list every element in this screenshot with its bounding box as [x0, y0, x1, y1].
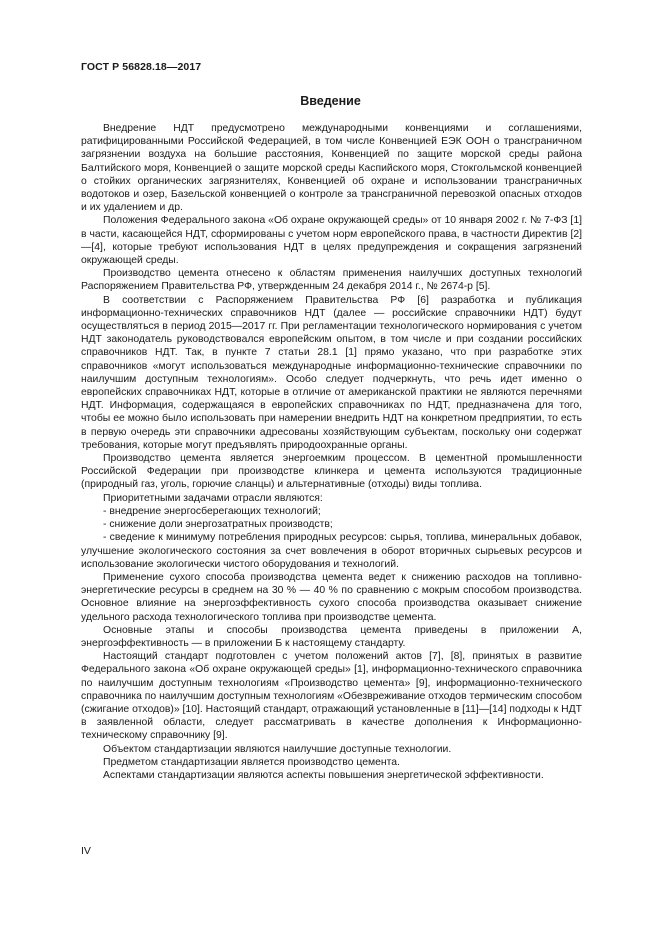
body-text — [81, 122, 582, 782]
paragraph-dry-method: Применение сухого способа производства цемента ведет к снижению расходов на топливно-энергетические ресурсы в среднем на 30 % — 40 % по сравнению с мокрым способом производства. Основное влияние на энергоэффективность сухого способа производства оказывает снижение удельного расхода технологического топлива при производстве цемента. — [81, 571, 582, 623]
paragraph-energy-intensive: Производство цемента является энергоемким процессом. В цементной промышленности Российской Федерации при производстве клинкера и цемента используются традиционные (природный газ, уголь, горючие сланцы) и альтернативные (отходы) виды топлива. — [81, 453, 582, 491]
paragraph-aspects: Аспектами стандартизации являются аспекты повышения энергетической эффективности. — [103, 769, 544, 781]
section-title: Введение — [300, 94, 361, 108]
list-item-reduce-share: - снижение доли энергозатратных производств; — [103, 519, 333, 531]
document-header: ГОСТ Р 56828.18—2017 — [81, 61, 202, 73]
paragraph-reference-books: В соответствии с Распоряжением Правительства РФ [6] разработка и публикация информационно-технических справочников НДТ (далее — российские справочники НДТ) будут осуществляться в период 2015—2017 гг. При регламентации технологического нормирования с учетом НДТ законодатель руководствовался европейским опытом, в том числе и при создании российских справочников НДТ. Так, в пункте 7 статьи 28.1 [1] прямо указано, что при разработке этих справочников «могут использоваться международные информационно-технические справочники по наилучшим доступным технологиям». Особо следует подчеркнуть, что речь идет именно о европейских справочниках НДТ, которые в отличие от американской практики не являются перечнями НДТ. Информация, содержащаяся в европейских справочниках по НДТ, предназначена для того, чтобы ее можно было использовать при намерении внедрить НДТ на конкретном предприятии, то есть в первую очередь эти справочники адресованы хозяйствующим субъектам, поскольку они содержат требования, которые могут предъявлять природоохранные органы. — [81, 294, 582, 451]
paragraph-standard-basis: Настоящий стандарт подготовлен с учетом положений актов [7], [8], принятых в развитие Федерального закона «Об охране окружающей среды» [1], информационно-технического справочника по наилучшим доступным технологиям «Производство цемента» [9], информационно-технического справочника по наилучшим доступным технологиям «Обезвреживание отходов термическим способом (сжигание отходов)» [10]. Настоящий стандарт, отражающий установленные в [11]—[14] подходы к НДТ в заявленной области, следует рассматривать в качестве дополнения к Информационно-техническому справочнику [9]. — [81, 651, 582, 742]
paragraph-priorities-intro: Приоритетными задачами отрасли являются: — [103, 492, 323, 504]
paragraph-subject: Предметом стандартизации является производство цемента. — [103, 756, 400, 768]
paragraph-cement-scope: Производство цемента отнесено к областям применения наилучших доступных технологий Распоряжением Правительства РФ, утвержденным 24 декабря 2014 г., № 2674-р [5]. — [81, 268, 582, 293]
list-item-minimize-resources: - сведение к минимуму потребления природных ресурсов: сырья, топлива, минеральных добавок, улучшение экологического состояния за счет вовлечения в оборот вторичных сырьевых ресурсов и использование экологически чистого оборудования и технологий. — [81, 532, 582, 570]
page-number: IV — [81, 845, 91, 857]
paragraph-appendices: Основные этапы и способы производства цемента приведены в приложении А, энергоэффективность — в приложении Б к настоящему стандарту. — [81, 624, 582, 649]
paragraph-federal-law: Положения Федерального закона «Об охране окружающей среды» от 10 января 2002 г. № 7-ФЗ [1] в части, касающейся НДТ, сформированы с учетом норм европейского права, в частности Директив [2]—[4], которые требуют использования НДТ в целях предупреждения и сокращения загрязнений окружающей среды. — [81, 215, 582, 267]
list-item-energy-saving: - внедрение энергосберегающих технологий; — [103, 505, 321, 517]
paragraph-object: Объектом стандартизации являются наилучшие доступные технологии. — [103, 743, 452, 755]
paragraph-conventions: Внедрение НДТ предусмотрено международными конвенциями и соглашениями, ратифицированными Российской Федерацией, в том числе Конвенцией ЕЭК ООН о трансграничном загрязнении воздуха на большие расстояния, Конвенцией по защите морской среды района Балтийского моря, Конвенцией о защите морской среды Каспийского моря, Стокгольмской конвенцией о стойких органических загрязнителях, Конвенцией об охране и использовании трансграничных водотоков и озер, Базельской конвенцией о контроле за трансграничной перевозкой опасных отходов и их удалением и др. — [81, 123, 582, 214]
